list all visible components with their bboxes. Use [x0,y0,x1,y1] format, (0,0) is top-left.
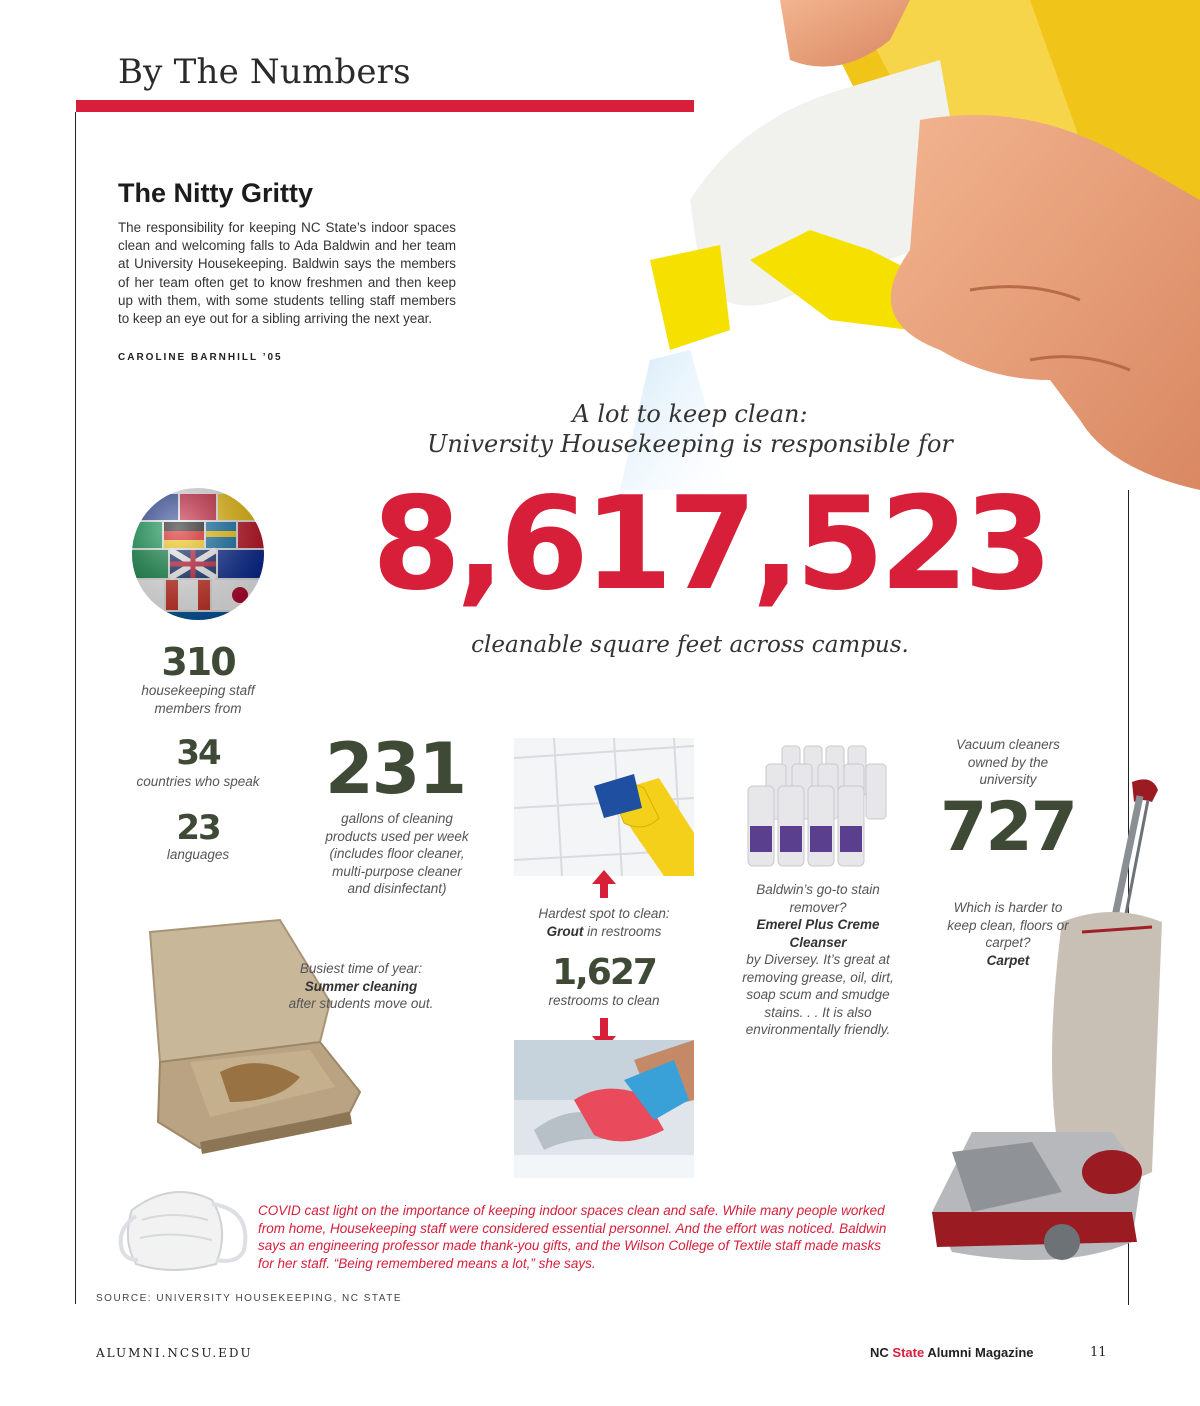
grout-caption [508,905,700,940]
languages-caption: languages [166,847,230,862]
restrooms-count: 1,627 [552,952,656,993]
cleaner-bottles-photo [742,736,892,874]
footer-brand-rest: Alumni Magazine [927,1345,1034,1360]
big-number: 8,617,523 [372,470,1048,619]
lead-line-1: A lot to keep clean: [572,400,808,428]
flag-globe-photo [128,484,268,624]
grout-caption-lead: Hardest spot to clean: [538,906,670,921]
source-note: SOURCE: UNIVERSITY HOUSEKEEPING, NC STATE [96,1293,402,1304]
page-number: 11 [1090,1345,1107,1360]
languages-count: 23 [176,808,220,848]
sink-cleaning-photo [514,1040,694,1178]
vacuum-caption-top: Vacuum cleaners owned by the university [956,737,1060,787]
grout-answer: Grout [546,923,584,939]
stain-remover-product: Emerel Plus Creme Cleanser [756,917,880,950]
gallons-caption: gallons of cleaning products used per week (includes floor cleaner, multi-purpose cleaner and disinfectant) [325,811,469,896]
stain-remover-caption [738,881,898,1039]
pizza-box-photo [120,912,364,1156]
covid-note: COVID cast light on the importance of keeping indoor spaces clean and safe. While many people worked from home, Housekeeping staff were considered essential personnel. And the effort was noticed. Baldwin says an engineering professor made thank-you gifts, and the Wilson College of Textile staff made masks for her staff. “Being remembered means a lot,” she says. [258,1203,887,1271]
countries-caption: countries who speak [136,774,260,789]
tile-cleaning-photo [514,738,694,876]
footer-brand-nc: NC [870,1345,889,1360]
intro-body: The responsibility for keeping NC State’s indoor spaces clean and welcoming falls to Ada Baldwin and her team at University Housekeeping. Baldwin says the members of her team often get to know freshmen and then keep up with them, with some students telling staff members to keep an eye out for a sibling arriving the next year. [118,220,456,327]
footer-brand-state: State [892,1345,925,1360]
stain-remover-question: Baldwin’s go-to stain remover? [756,882,880,915]
busiest-answer: Summer cleaning [304,978,418,994]
vacuum-question: Which is harder to keep clean, floors or carpet? [947,900,1069,950]
stain-remover-details: by Diversey. It’s great at removing grease, oil, dirt, soap scum and smudge stains. . . It is also environmentally friendly. [742,952,894,1037]
intro-byline: CAROLINE BARNHILL ’05 [118,352,283,363]
countries-count: 34 [176,733,220,773]
lead-line-2: University Housekeeping is responsible for [427,430,953,458]
staff-count: 310 [161,640,235,684]
left-divider [75,112,76,1304]
vacuum-count: 727 [940,788,1076,867]
footer-magazine-name [870,1345,1034,1360]
busiest-caption [282,960,440,1013]
vacuum-answer: Carpet [986,952,1030,968]
restrooms-caption: restrooms to clean [548,993,660,1008]
section-title: By The Numbers [118,52,411,92]
face-mask-photo [112,1180,254,1280]
staff-caption: housekeeping staff members from [141,683,255,716]
gallons-count: 231 [324,728,466,810]
busiest-question: Busiest time of year: [299,961,423,976]
red-rule [76,100,694,112]
arrow-up-icon [590,868,618,900]
busiest-suffix: after students move out. [288,996,434,1011]
footer-url[interactable]: ALUMNI.NCSU.EDU [96,1346,253,1360]
big-number-caption: cleanable square feet across campus. [471,632,909,658]
grout-suffix: in restrooms [587,923,662,939]
vacuum-caption-bottom [940,899,1076,969]
intro-heading: The Nitty Gritty [118,178,314,208]
